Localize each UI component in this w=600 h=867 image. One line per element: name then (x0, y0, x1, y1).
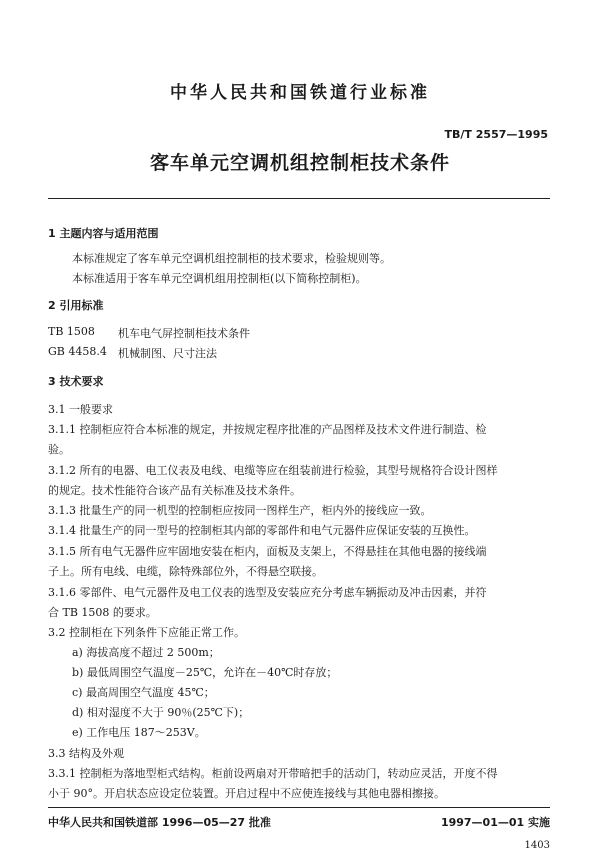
clause-3-1-5: 3.1.5 所有电气无器件应牢固地安装在柜内，面板及支架上，不得悬挂在其他电器的接线端 (48, 545, 487, 558)
header-divider (48, 198, 550, 199)
reference-code-1: TB 1508 (48, 325, 95, 338)
section-1-para-1: 本标准规定了客车单元空调机组控制柜的技术要求，检验规则等。 (72, 252, 391, 265)
section-1-heading: 1 主题内容与适用范围 (48, 227, 159, 240)
approval-line: 中华人民共和国铁道部 1996—05—27 批准 (48, 816, 271, 829)
clause-3-3: 3.3 结构及外观 (48, 747, 124, 760)
clause-3-1: 3.1 一般要求 (48, 403, 113, 416)
section-2-heading: 2 引用标准 (48, 299, 104, 312)
clause-3-1-6-cont: 合 TB 1508 的要求。 (48, 606, 157, 619)
reference-code-2: GB 4458.4 (48, 345, 107, 358)
clause-3-1-3: 3.1.3 批量生产的同一机型的控制柜应按同一图样生产，柜内外的接线应一致。 (48, 504, 432, 517)
condition-d: d) 相对湿度不大于 90％(25℃下)； (72, 706, 250, 719)
condition-c: c) 最高周围空气温度 45℃； (72, 686, 215, 699)
clause-3-1-6: 3.1.6 零部件、电气元器件及电工仪表的选型及安装应充分考虑车辆振动及冲击因素，并符 (48, 586, 487, 599)
standard-number: TB/T 2557—1995 (444, 128, 548, 141)
clause-3-1-5-cont: 子上。所有电线、电缆，除特殊部位外，不得悬空联接。 (48, 565, 323, 578)
clause-3-3-1: 3.3.1 控制柜为落地型柜式结构。柜前设两扇对开带暗把手的活动门，转动应灵活，开度不得 (48, 767, 498, 780)
condition-e: e) 工作电压 187～253V。 (72, 726, 206, 739)
section-3-heading: 3 技术要求 (48, 375, 104, 388)
section-1-para-2: 本标准适用于客车单元空调机组用控制柜(以下简称控制柜)。 (72, 272, 367, 285)
footer-divider (48, 807, 550, 808)
clause-3-1-2: 3.1.2 所有的电器、电工仪表及电线、电缆等应在组装前进行检验，其型号规格符合设计图样 (48, 464, 498, 477)
reference-title-2: 机械制图、尺寸注法 (118, 347, 217, 360)
document-title: 客车单元空调机组控制柜技术条件 (149, 152, 450, 174)
clause-3-1-4: 3.1.4 批量生产的同一型号的控制柜其内部的零部件和电气元器件应保证安装的互换性。 (48, 524, 476, 537)
clause-3-1-2-cont: 的规定。技术性能符合该产品有关标准及技术条件。 (48, 484, 301, 497)
effective-date: 1997—01—01 实施 (440, 816, 550, 829)
clause-3-2: 3.2 控制柜在下列条件下应能正常工作。 (48, 626, 245, 639)
reference-title-1: 机车电气屏控制柜技术条件 (118, 327, 250, 340)
clause-3-1-1: 3.1.1 控制柜应符合本标准的规定，并按规定程序批准的产品图样及技术文件进行制造、检 (48, 423, 487, 436)
condition-a: a) 海拔高度不超过 2 500m； (72, 646, 220, 659)
org-title: 中华人民共和国铁道行业标准 (170, 83, 430, 103)
clause-3-3-1-cont: 小于 90°。开启状态应设定位装置。开启过程中不应使连接线与其他电器相擦接。 (48, 787, 445, 800)
page-number: 1403 (524, 840, 550, 851)
condition-b: b) 最低周围空气温度－25℃，允许在－40℃时存放； (72, 666, 338, 679)
clause-3-1-1-cont: 验。 (48, 443, 70, 456)
